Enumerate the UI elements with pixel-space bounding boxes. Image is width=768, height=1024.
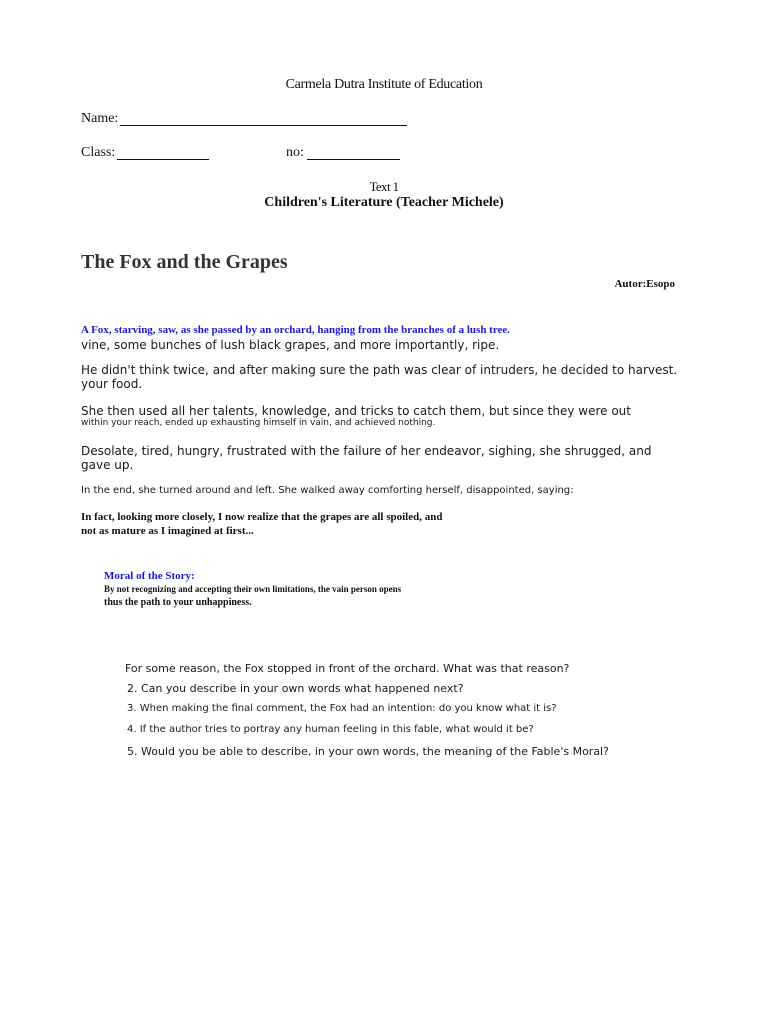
paragraph-3-line-2: within your reach, ended up exhausting himself in vain, and achieved nothing. <box>81 418 436 428</box>
no-label: no: <box>286 145 304 160</box>
story-author: Autor:Esopo <box>614 278 675 290</box>
story-title: The Fox and the Grapes <box>81 251 288 273</box>
text-number: Text 1 <box>369 179 399 194</box>
question-5: 5. Would you be able to describe, in your own words, the meaning of the Fable's Moral? <box>127 745 609 758</box>
class-underline[interactable] <box>117 159 209 160</box>
name-label: Name: <box>81 111 119 126</box>
paragraph-2-line-1: He didn't think twice, and after making sure the path was clear of intruders, he decided to harvest. <box>81 363 678 377</box>
no-underline[interactable] <box>307 159 400 160</box>
quote-line-2: not as mature as I imagined at first... <box>81 525 254 537</box>
question-2: 2. Can you describe in your own words what happened next? <box>127 682 464 695</box>
class-label: Class: <box>81 145 116 160</box>
paragraph-3-line-1: She then used all her talents, knowledge, and tricks to catch them, but since they were out <box>81 404 631 418</box>
intro-line-blue: A Fox, starving, saw, as she passed by an orchard, hanging from the branches of a lush tree. <box>81 324 511 336</box>
paragraph-4-line-1: Desolate, tired, hungry, frustrated with the failure of her endeavor, sighing, she shrugged, and <box>81 444 652 458</box>
course-title: Children's Literature (Teacher Michele) <box>264 195 504 210</box>
paragraph-4-line-2: gave up. <box>81 458 134 472</box>
moral-line-2: thus the path to your unhappiness. <box>104 597 252 608</box>
paragraph-2-line-2: your food. <box>81 377 143 391</box>
moral-line-1: By not recognizing and accepting their own limitations, the vain person opens <box>104 584 402 594</box>
question-4: 4. If the author tries to portray any human feeling in this fable, what would it be? <box>127 724 534 735</box>
paragraph-5: In the end, she turned around and left. She walked away comforting herself, disappointed, saying: <box>81 485 574 496</box>
moral-title: Moral of the Story: <box>104 570 195 582</box>
quote-line-1: In fact, looking more closely, I now realize that the grapes are all spoiled, and <box>81 511 443 523</box>
question-1: For some reason, the Fox stopped in front of the orchard. What was that reason? <box>125 662 570 675</box>
question-3: 3. When making the final comment, the Fox had an intention: do you know what it is? <box>127 703 557 714</box>
name-underline[interactable] <box>120 125 407 126</box>
school-name: Carmela Dutra Institute of Education <box>285 77 483 92</box>
intro-line-continued: vine, some bunches of lush black grapes, and more importantly, ripe. <box>81 338 500 352</box>
